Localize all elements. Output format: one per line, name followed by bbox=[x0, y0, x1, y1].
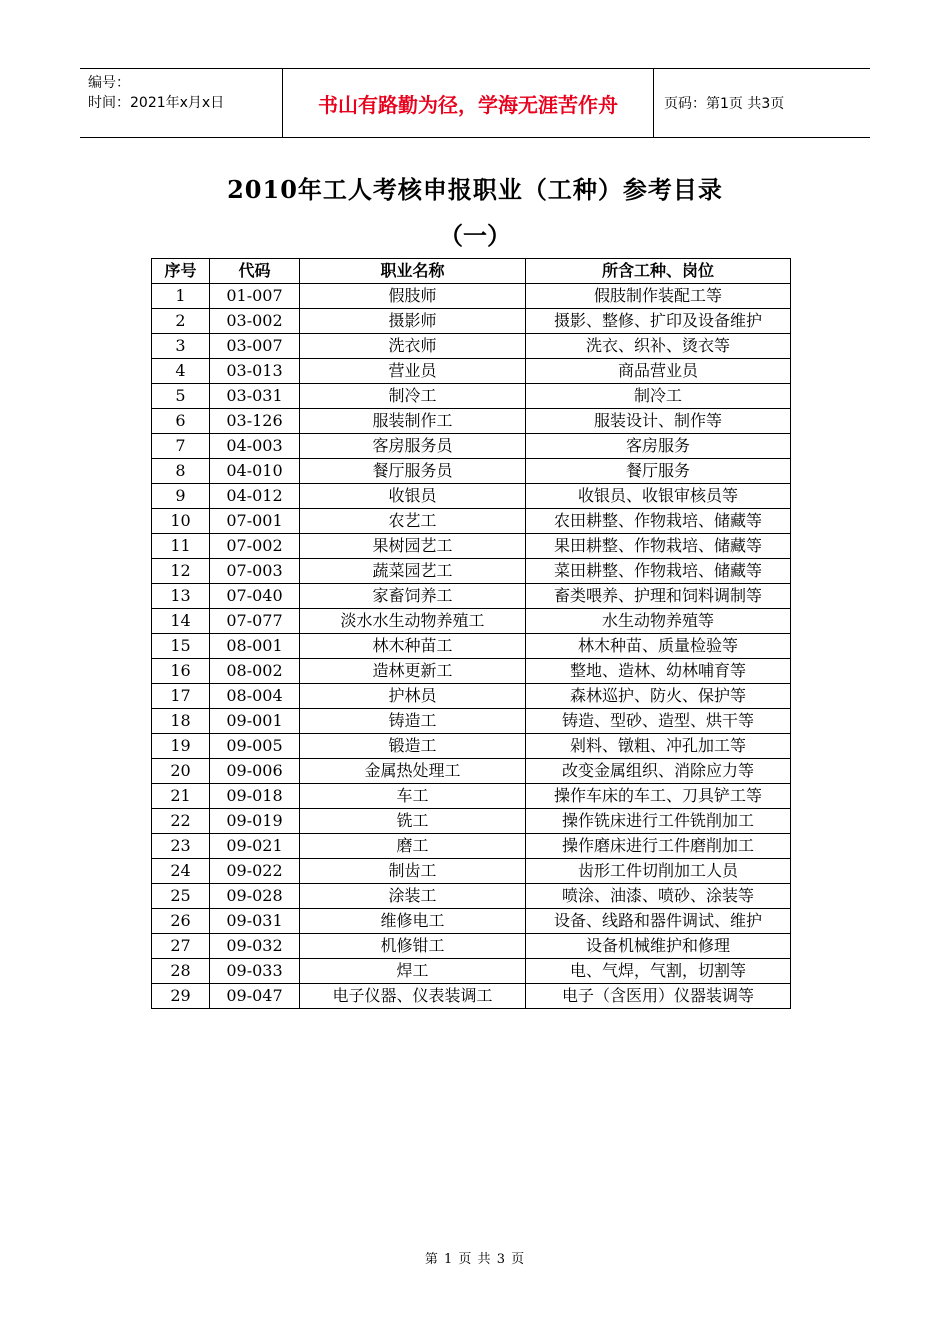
cell-seq: 7 bbox=[152, 434, 210, 459]
cell-seq: 12 bbox=[152, 559, 210, 584]
cell-seq: 26 bbox=[152, 909, 210, 934]
number-label: 编号： bbox=[88, 75, 130, 91]
cell-occupation: 金属热处理工 bbox=[300, 759, 526, 784]
cell-code: 07-077 bbox=[210, 609, 300, 634]
cell-positions: 商品营业员 bbox=[526, 359, 791, 384]
cell-seq: 6 bbox=[152, 409, 210, 434]
cell-positions: 齿形工件切削加工人员 bbox=[526, 859, 791, 884]
cell-positions: 林木种苗、质量检验等 bbox=[526, 634, 791, 659]
table-row bbox=[152, 634, 791, 659]
cell-positions: 喷涂、油漆、喷砂、涂装等 bbox=[526, 884, 791, 909]
table-row bbox=[152, 559, 791, 584]
cell-positions: 森林巡护、防火、保护等 bbox=[526, 684, 791, 709]
document-title: 2010年工人考核申报职业（工种）参考目录 bbox=[227, 175, 723, 204]
table-row bbox=[152, 909, 791, 934]
cell-code: 07-002 bbox=[210, 534, 300, 559]
cell-occupation: 涂装工 bbox=[300, 884, 526, 909]
cell-occupation: 服装制作工 bbox=[300, 409, 526, 434]
cell-code: 03-007 bbox=[210, 334, 300, 359]
cell-positions: 农田耕整、作物栽培、储藏等 bbox=[526, 509, 791, 534]
cell-occupation: 餐厅服务员 bbox=[300, 459, 526, 484]
cell-code: 03-031 bbox=[210, 384, 300, 409]
cell-seq: 27 bbox=[152, 934, 210, 959]
cell-seq: 15 bbox=[152, 634, 210, 659]
cell-code: 09-021 bbox=[210, 834, 300, 859]
cell-seq: 19 bbox=[152, 734, 210, 759]
cell-seq: 2 bbox=[152, 309, 210, 334]
cell-seq: 5 bbox=[152, 384, 210, 409]
cell-seq: 20 bbox=[152, 759, 210, 784]
cell-occupation: 焊工 bbox=[300, 959, 526, 984]
table-row bbox=[152, 609, 791, 634]
cell-seq: 28 bbox=[152, 959, 210, 984]
cell-occupation: 铣工 bbox=[300, 809, 526, 834]
cell-code: 04-003 bbox=[210, 434, 300, 459]
cell-positions: 洗衣、织补、烫衣等 bbox=[526, 334, 791, 359]
cell-occupation: 护林员 bbox=[300, 684, 526, 709]
cell-code: 04-010 bbox=[210, 459, 300, 484]
cell-seq: 21 bbox=[152, 784, 210, 809]
cell-seq: 18 bbox=[152, 709, 210, 734]
table-row bbox=[152, 734, 791, 759]
cell-occupation: 维修电工 bbox=[300, 909, 526, 934]
cell-code: 09-028 bbox=[210, 884, 300, 909]
cell-seq: 4 bbox=[152, 359, 210, 384]
cell-occupation: 磨工 bbox=[300, 834, 526, 859]
table-row bbox=[152, 409, 791, 434]
cell-code: 09-018 bbox=[210, 784, 300, 809]
cell-occupation: 制冷工 bbox=[300, 384, 526, 409]
cell-code: 09-006 bbox=[210, 759, 300, 784]
cell-code: 07-040 bbox=[210, 584, 300, 609]
cell-positions: 畜类喂养、护理和饲料调制等 bbox=[526, 584, 791, 609]
cell-positions: 设备机械维护和修理 bbox=[526, 934, 791, 959]
cell-seq: 17 bbox=[152, 684, 210, 709]
document-header bbox=[80, 68, 870, 138]
cell-code: 09-047 bbox=[210, 984, 300, 1009]
cell-code: 08-002 bbox=[210, 659, 300, 684]
cell-occupation: 摄影师 bbox=[300, 309, 526, 334]
cell-code: 03-126 bbox=[210, 409, 300, 434]
cell-occupation: 家畜饲养工 bbox=[300, 584, 526, 609]
cell-occupation: 铸造工 bbox=[300, 709, 526, 734]
header-occupation: 职业名称 bbox=[300, 259, 526, 284]
header-meta bbox=[80, 69, 282, 137]
cell-positions: 收银员、收银审核员等 bbox=[526, 484, 791, 509]
cell-occupation: 电子仪器、仪表装调工 bbox=[300, 984, 526, 1009]
header-page-info: 页码：第1页 共3页 bbox=[664, 96, 785, 112]
table-row bbox=[152, 884, 791, 909]
cell-code: 08-004 bbox=[210, 684, 300, 709]
occupation-table bbox=[151, 258, 791, 1009]
table-row bbox=[152, 434, 791, 459]
cell-positions: 客房服务 bbox=[526, 434, 791, 459]
cell-occupation: 蔬菜园艺工 bbox=[300, 559, 526, 584]
cell-occupation: 造林更新工 bbox=[300, 659, 526, 684]
cell-positions: 整地、造林、幼林哺育等 bbox=[526, 659, 791, 684]
cell-positions: 操作铣床进行工件铣削加工 bbox=[526, 809, 791, 834]
cell-positions: 菜田耕整、作物栽培、储藏等 bbox=[526, 559, 791, 584]
cell-occupation: 客房服务员 bbox=[300, 434, 526, 459]
header-motto: 书山有路勤为径，学海无涯苦作舟 bbox=[282, 69, 654, 137]
cell-code: 09-001 bbox=[210, 709, 300, 734]
cell-code: 09-022 bbox=[210, 859, 300, 884]
cell-seq: 8 bbox=[152, 459, 210, 484]
cell-occupation: 洗衣师 bbox=[300, 334, 526, 359]
table-row bbox=[152, 934, 791, 959]
table-row bbox=[152, 309, 791, 334]
cell-code: 03-002 bbox=[210, 309, 300, 334]
cell-seq: 16 bbox=[152, 659, 210, 684]
cell-seq: 3 bbox=[152, 334, 210, 359]
table-body bbox=[152, 284, 791, 1009]
table-row bbox=[152, 659, 791, 684]
cell-occupation: 营业员 bbox=[300, 359, 526, 384]
cell-positions: 制冷工 bbox=[526, 384, 791, 409]
cell-occupation: 收银员 bbox=[300, 484, 526, 509]
cell-code: 09-033 bbox=[210, 959, 300, 984]
header-positions: 所含工种、岗位 bbox=[526, 259, 791, 284]
cell-seq: 10 bbox=[152, 509, 210, 534]
cell-code: 07-003 bbox=[210, 559, 300, 584]
table-header-row bbox=[152, 259, 791, 284]
table-row bbox=[152, 484, 791, 509]
cell-seq: 9 bbox=[152, 484, 210, 509]
table-row bbox=[152, 459, 791, 484]
table-row bbox=[152, 384, 791, 409]
cell-occupation: 锻造工 bbox=[300, 734, 526, 759]
cell-occupation: 淡水水生动物养殖工 bbox=[300, 609, 526, 634]
cell-positions: 改变金属组织、消除应力等 bbox=[526, 759, 791, 784]
cell-occupation: 假肢师 bbox=[300, 284, 526, 309]
cell-code: 09-005 bbox=[210, 734, 300, 759]
table-row bbox=[152, 534, 791, 559]
cell-occupation: 林木种苗工 bbox=[300, 634, 526, 659]
table-row bbox=[152, 684, 791, 709]
cell-positions: 果田耕整、作物栽培、储藏等 bbox=[526, 534, 791, 559]
cell-occupation: 农艺工 bbox=[300, 509, 526, 534]
cell-positions: 假肢制作装配工等 bbox=[526, 284, 791, 309]
cell-code: 09-031 bbox=[210, 909, 300, 934]
table-row bbox=[152, 584, 791, 609]
cell-occupation: 机修钳工 bbox=[300, 934, 526, 959]
cell-positions: 操作车床的车工、刀具铲工等 bbox=[526, 784, 791, 809]
table-row bbox=[152, 509, 791, 534]
cell-positions: 铸造、型砂、造型、烘干等 bbox=[526, 709, 791, 734]
cell-seq: 22 bbox=[152, 809, 210, 834]
cell-seq: 11 bbox=[152, 534, 210, 559]
page-footer: 第 1 页 共 3 页 bbox=[424, 1252, 526, 1267]
cell-positions: 剁料、镦粗、冲孔加工等 bbox=[526, 734, 791, 759]
cell-code: 09-019 bbox=[210, 809, 300, 834]
header-code: 代码 bbox=[210, 259, 300, 284]
cell-code: 09-032 bbox=[210, 934, 300, 959]
cell-positions: 餐厅服务 bbox=[526, 459, 791, 484]
cell-seq: 23 bbox=[152, 834, 210, 859]
cell-positions: 摄影、整修、扩印及设备维护 bbox=[526, 309, 791, 334]
table-row bbox=[152, 859, 791, 884]
cell-seq: 1 bbox=[152, 284, 210, 309]
table-row bbox=[152, 834, 791, 859]
table-row bbox=[152, 334, 791, 359]
cell-seq: 29 bbox=[152, 984, 210, 1009]
cell-occupation: 车工 bbox=[300, 784, 526, 809]
table-row bbox=[152, 709, 791, 734]
table-row bbox=[152, 784, 791, 809]
cell-code: 08-001 bbox=[210, 634, 300, 659]
cell-seq: 14 bbox=[152, 609, 210, 634]
header-seq: 序号 bbox=[152, 259, 210, 284]
cell-positions: 服装设计、制作等 bbox=[526, 409, 791, 434]
table-row bbox=[152, 284, 791, 309]
cell-seq: 24 bbox=[152, 859, 210, 884]
cell-positions: 水生动物养殖等 bbox=[526, 609, 791, 634]
document-subtitle: （一） bbox=[439, 221, 511, 250]
table-row bbox=[152, 359, 791, 384]
cell-occupation: 制齿工 bbox=[300, 859, 526, 884]
cell-code: 01-007 bbox=[210, 284, 300, 309]
cell-positions: 设备、线路和器件调试、维护 bbox=[526, 909, 791, 934]
table-row bbox=[152, 809, 791, 834]
cell-code: 03-013 bbox=[210, 359, 300, 384]
date-label: 时间：2021年x月x日 bbox=[88, 95, 225, 111]
cell-positions: 操作磨床进行工件磨削加工 bbox=[526, 834, 791, 859]
table-row bbox=[152, 759, 791, 784]
cell-seq: 25 bbox=[152, 884, 210, 909]
cell-positions: 电、气焊，气割，切割等 bbox=[526, 959, 791, 984]
cell-code: 04-012 bbox=[210, 484, 300, 509]
table-row bbox=[152, 984, 791, 1009]
cell-seq: 13 bbox=[152, 584, 210, 609]
table-row bbox=[152, 959, 791, 984]
cell-code: 07-001 bbox=[210, 509, 300, 534]
cell-positions: 电子（含医用）仪器装调等 bbox=[526, 984, 791, 1009]
cell-occupation: 果树园艺工 bbox=[300, 534, 526, 559]
